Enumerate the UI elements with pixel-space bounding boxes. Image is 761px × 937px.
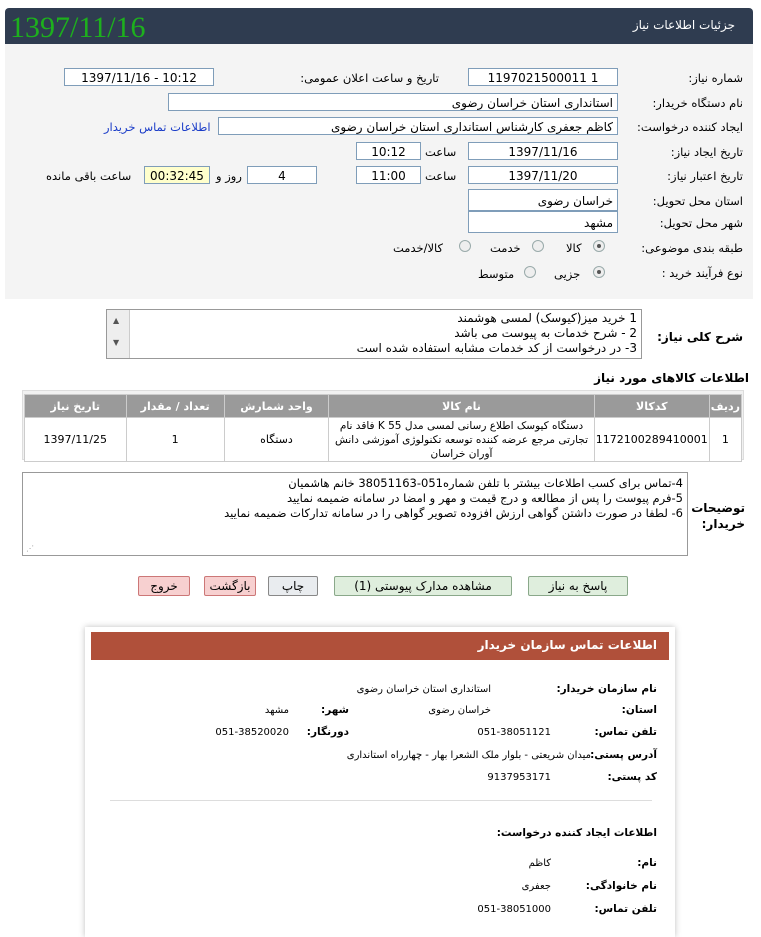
category-both-label: کالا/خدمت — [393, 241, 444, 255]
resize-grip-icon[interactable]: ⋰ — [26, 544, 34, 553]
col-code: کدکالا — [594, 395, 709, 418]
creator-phone-label: تلفن تماس: — [594, 903, 657, 915]
goods-table — [24, 394, 742, 462]
contact-card-title: اطلاعات تماس سازمان خریدار — [477, 638, 657, 652]
contact-fax-label: دورنگار: — [306, 726, 349, 738]
validity-date-field: 1397/11/20 — [468, 166, 618, 184]
category-service-radio[interactable] — [532, 240, 544, 252]
created-time-field: 10:12 — [356, 142, 421, 160]
created-date-label: تاریخ ایجاد نیاز: — [670, 145, 743, 159]
validity-label: تاریخ اعتبار نیاز: — [667, 169, 743, 183]
notes-label: توضیحات خریدار: — [691, 501, 745, 531]
buyer-contact-link[interactable]: اطلاعات تماس خریدار — [104, 120, 211, 134]
creator-name-label: نام: — [637, 857, 657, 869]
contact-city-label: شهر: — [321, 704, 349, 716]
cell-code: 1172100289410001 — [594, 418, 709, 462]
contact-divider — [110, 800, 652, 801]
remaining-time-field: 00:32:45 — [144, 166, 210, 184]
summary-line: 1 خرید میز(کیوسک) لمسی هوشمند — [457, 311, 637, 325]
date-stamp: 1397/11/16 — [10, 11, 146, 44]
col-name: نام کالا — [329, 395, 595, 418]
notes-textarea[interactable] — [22, 472, 688, 556]
col-index: ردیف — [709, 395, 741, 418]
contact-org-value: استانداری استان خراسان رضوی — [356, 684, 491, 695]
col-qty: تعداد / مقدار — [126, 395, 224, 418]
validity-time-field: 11:00 — [356, 166, 421, 184]
purchase-minor-label: جزیی — [554, 267, 581, 281]
contact-city-value: مشهد — [264, 705, 289, 716]
validity-time-label: ساعت — [425, 169, 457, 183]
creator-name-value: کاظم — [528, 858, 551, 869]
summary-line: 3- در درخواست از کد خدمات مشابه استفاده شده است — [356, 341, 637, 355]
summary-textarea[interactable] — [106, 309, 642, 359]
summary-scrollbar[interactable]: ▲ ▼ — [107, 310, 130, 358]
need-number-label: شماره نیاز: — [688, 71, 743, 85]
category-label: طبقه بندی موضوعی: — [641, 241, 743, 255]
cell-name: دستگاه کیوسک اطلاع رسانی لمسی مدل K 55 فاقد نام تجارتی مرجع عرضه کننده توسعه تکنولوژی آموزشی دانش آوران خراسان — [329, 418, 595, 462]
requester-field: کاظم جعفری کارشناس استانداری استان خراسان رضوی — [218, 117, 618, 135]
exit-button[interactable]: خروج — [138, 576, 190, 596]
table-row — [25, 418, 742, 462]
summary-line: 2 - شرح خدمات به پیوست می باشد — [454, 326, 637, 340]
announce-label: تاریخ و ساعت اعلان عمومی: — [300, 71, 439, 85]
purchase-type-label: نوع فرآیند خرید : — [661, 266, 743, 280]
creator-title: اطلاعات ایجاد کننده درخواست: — [496, 827, 657, 839]
city-label: شهر محل تحویل: — [659, 216, 743, 230]
goods-section-title: اطلاعات کالاهای مورد نیاز — [594, 371, 749, 385]
cell-unit: دستگاه — [224, 418, 329, 462]
header-title: جزئیات اطلاعات نیاز — [632, 18, 735, 32]
contact-postal-value: 9137953171 — [487, 772, 551, 783]
category-goods-label: کالا — [566, 241, 582, 255]
province-label: استان محل تحویل: — [652, 194, 743, 208]
col-unit: واحد شمارش — [224, 395, 329, 418]
creator-phone-value: 051-38051000 — [477, 904, 551, 915]
contact-org-label: نام سازمان خریدار: — [556, 683, 657, 695]
contact-province-value: خراسان رضوی — [428, 705, 491, 716]
cell-index: 1 — [709, 418, 741, 462]
buyer-org-label: نام دستگاه خریدار: — [652, 96, 743, 110]
announce-field: 1397/11/16 - 10:12 — [64, 68, 214, 86]
remaining-label: ساعت باقی مانده — [46, 169, 132, 183]
category-both-radio[interactable] — [459, 240, 471, 252]
category-goods-radio[interactable] — [593, 240, 605, 252]
contact-address-value: میدان شریعتی - بلوار ملک الشعرا بهار - چهارراه استانداری — [346, 750, 591, 761]
created-time-label: ساعت — [425, 145, 457, 159]
city-field: مشهد — [468, 211, 618, 233]
summary-label: شرح کلی نیاز: — [657, 330, 743, 344]
purchase-medium-radio[interactable] — [524, 266, 536, 278]
col-date: تاریخ نیاز — [25, 395, 127, 418]
back-button[interactable]: بازگشت — [204, 576, 256, 596]
contact-fax-value: 051-38520020 — [215, 727, 289, 738]
creator-family-label: نام خانوادگی: — [585, 880, 657, 892]
province-field: خراسان رضوی — [468, 189, 618, 211]
contact-province-label: استان: — [621, 704, 657, 716]
days-label: روز و — [216, 169, 242, 183]
cell-date: 1397/11/25 — [25, 418, 127, 462]
attachments-button[interactable]: مشاهده مدارک پیوستی (1) — [334, 576, 512, 596]
need-number-field: 1197021500011 1 — [468, 68, 618, 86]
contact-phone-value: 051-38051121 — [477, 727, 551, 738]
print-button[interactable]: چاپ — [268, 576, 318, 596]
purchase-minor-radio[interactable] — [593, 266, 605, 278]
reply-button[interactable]: پاسخ به نیاز — [528, 576, 628, 596]
notes-line: 5-فرم پیوست را پس از مطالعه و درج قیمت و مهر و امضا در سامانه ضمیمه نمایید — [286, 491, 683, 505]
contact-phone-label: تلفن تماس: — [594, 726, 657, 738]
days-field: 4 — [247, 166, 317, 184]
notes-line: 4-تماس برای کسب اطلاعات بیشتر با تلفن شماره051-38051163 خانم هاشمیان — [288, 476, 683, 490]
purchase-medium-label: متوسط — [478, 267, 515, 281]
buyer-org-field: استانداری استان خراسان رضوی — [168, 93, 618, 111]
cell-qty: 1 — [126, 418, 224, 462]
category-service-label: خدمت — [490, 241, 521, 255]
requester-label: ایجاد کننده درخواست: — [637, 120, 743, 134]
notes-line: 6- لطفا در صورت داشتن گواهی ارزش افزوده تصویر گواهی را در سامانه تدارکات ضمیمه نمایید — [224, 506, 683, 520]
contact-address-label: آدرس پستی: — [590, 749, 657, 761]
creator-family-value: جعفری — [521, 881, 551, 892]
contact-postal-label: کد پستی: — [607, 771, 657, 783]
created-date-field: 1397/11/16 — [468, 142, 618, 160]
